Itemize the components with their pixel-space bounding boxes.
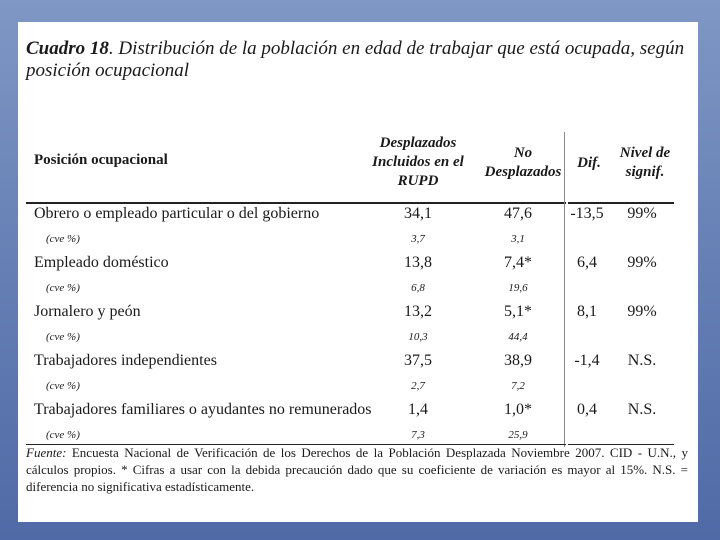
value-signif: N.S. — [627, 401, 657, 418]
cve-no-desplazados: 7,2 — [511, 380, 525, 392]
value-dif: -1,4 — [574, 352, 600, 369]
value-desplazados: 13,2 — [404, 303, 432, 320]
value-signif: 99% — [627, 303, 657, 320]
footnote-source-label: Fuente: — [26, 445, 67, 460]
cve-desplazados: 10,3 — [408, 331, 428, 343]
header-no-desplazados: No Desplazados — [484, 145, 562, 180]
row-label: Trabajadores familiares o ayudantes no remunerados — [34, 401, 372, 418]
cve-no-desplazados: 44,4 — [508, 331, 528, 343]
cve-label: (cve %) — [46, 429, 80, 441]
value-no-desplazados: 47,6 — [504, 205, 532, 222]
value-desplazados: 37,5 — [404, 352, 432, 369]
cve-label: (cve %) — [46, 331, 80, 343]
cve-label: (cve %) — [46, 282, 80, 294]
header-rule-right — [568, 202, 674, 204]
table-title — [26, 38, 686, 82]
cve-desplazados: 2,7 — [411, 380, 425, 392]
value-desplazados: 1,4 — [408, 401, 428, 418]
footnote-text: Encuesta Nacional de Verificación de los Derechos de la Población Desplazada Noviembre 2007. CID - U.N., y cálculos propios. * Cifras a usar con la debida precaución dado que su coeficiente de variación es mayor al 15%. N.S. = diferencia no significativa estadísticamente. — [26, 445, 688, 494]
cve-desplazados: 6,8 — [411, 282, 425, 294]
footnote — [26, 444, 688, 495]
value-desplazados: 34,1 — [404, 205, 432, 222]
cve-desplazados: 7,3 — [411, 429, 425, 441]
cve-no-desplazados: 3,1 — [511, 233, 525, 245]
row-label: Obrero o empleado particular o del gobierno — [34, 205, 320, 222]
table-caption: . Distribución de la población en edad de trabajar que está ocupada, según posición ocupacional — [26, 38, 685, 81]
column-divider — [564, 132, 565, 447]
value-signif: 99% — [627, 254, 657, 271]
cve-desplazados: 3,7 — [411, 233, 425, 245]
value-dif: 0,4 — [577, 401, 597, 418]
value-no-desplazados: 7,4* — [504, 254, 532, 271]
cve-no-desplazados: 25,9 — [508, 429, 528, 441]
header-signif: Nivel de signif. — [619, 145, 671, 180]
cve-no-desplazados: 19,6 — [508, 282, 528, 294]
header-dif: Dif. — [577, 155, 601, 171]
cve-label: (cve %) — [46, 233, 80, 245]
slide-content — [18, 22, 698, 522]
value-no-desplazados: 38,9 — [504, 352, 532, 369]
row-label: Trabajadores independientes — [34, 352, 217, 369]
value-dif: -13,5 — [570, 205, 604, 222]
header-rule-left — [26, 202, 566, 204]
value-dif: 6,4 — [577, 254, 597, 271]
value-signif: N.S. — [627, 352, 657, 369]
header-desplazados: Desplazados Incluidos en el RUPD — [372, 135, 464, 189]
header-position: Posición ocupacional — [34, 152, 168, 168]
value-no-desplazados: 5,1* — [504, 303, 532, 320]
cve-label: (cve %) — [46, 380, 80, 392]
value-signif: 99% — [627, 205, 657, 222]
value-dif: 8,1 — [577, 303, 597, 320]
table-number: Cuadro 18 — [26, 38, 109, 59]
row-label: Jornalero y peón — [34, 303, 141, 320]
row-label: Empleado doméstico — [34, 254, 169, 271]
value-no-desplazados: 1,0* — [504, 401, 532, 418]
value-desplazados: 13,8 — [404, 254, 432, 271]
